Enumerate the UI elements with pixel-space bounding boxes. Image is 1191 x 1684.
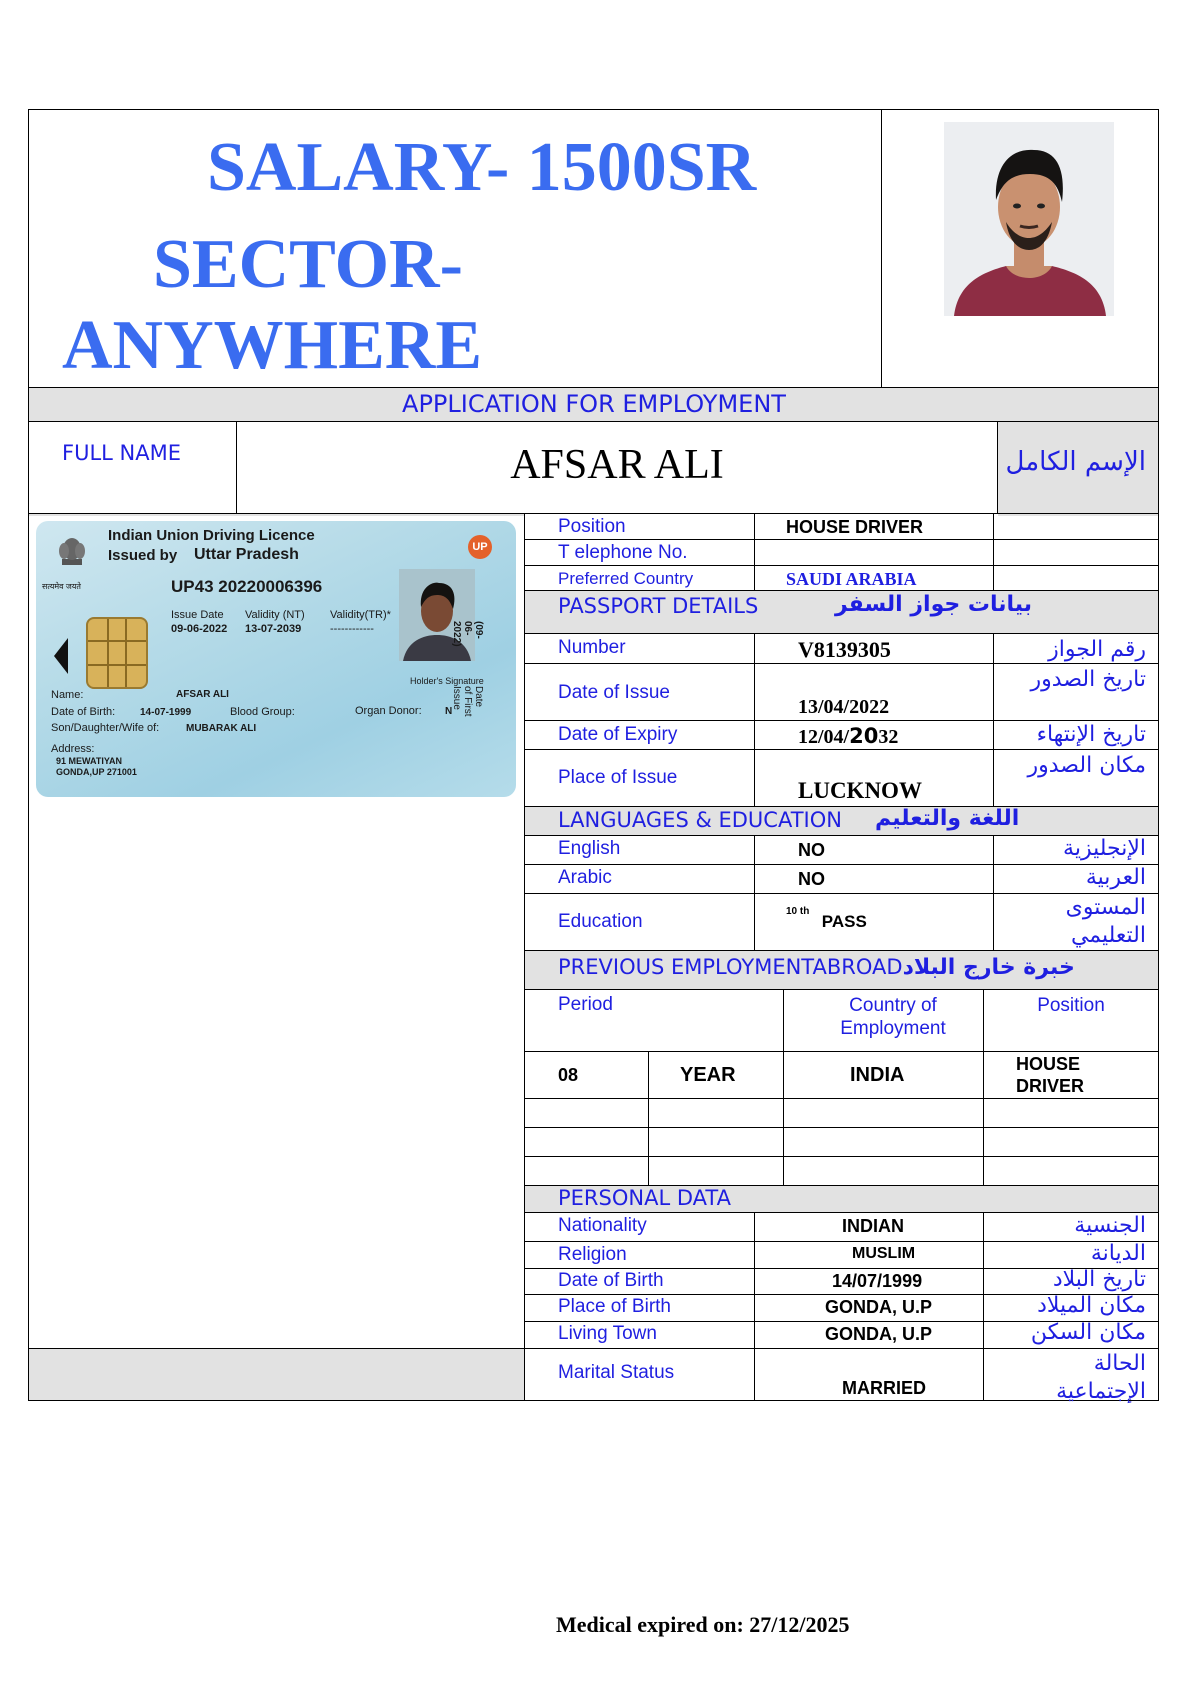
telephone-label: T elephone No. <box>558 542 688 563</box>
medical-expiry-note: Medical expired on: 27/12/2025 <box>556 1612 850 1637</box>
nationality-label-ar: الجنسية <box>1074 1213 1146 1238</box>
address-label: Address: <box>51 743 95 755</box>
living-town-label: Living Town <box>558 1323 657 1344</box>
full-name-label-ar: الإسم الكامل <box>1005 447 1146 477</box>
english-label: English <box>558 838 621 859</box>
expiry-date-part1: 12/04/ <box>798 726 850 748</box>
religion-label-ar: الديانة <box>1090 1241 1146 1266</box>
issue-date-label: Issue Date <box>171 609 224 621</box>
education-grade: 10 th <box>786 906 810 917</box>
address-line2: GONDA,UP 271001 <box>56 767 137 777</box>
preferred-country-value: SAUDI ARABIA <box>786 569 917 589</box>
validity-tr-label: Validity(TR)* <box>330 609 391 621</box>
emblem-caption: सत्यमेव जयते <box>42 582 81 591</box>
position-value: HOUSE DRIVER <box>786 517 924 537</box>
expiry-date-label-ar: تاريخ الإنتهاء <box>1036 722 1146 747</box>
relation-label: Son/Daughter/Wife of: <box>51 722 160 734</box>
arabic-value: NO <box>798 869 825 889</box>
living-town-label-ar: مكان السكن <box>1030 1320 1146 1345</box>
place-of-issue-value: LUCKNOW <box>798 778 922 803</box>
education-label: Education <box>558 911 643 932</box>
education-value <box>786 906 867 931</box>
full-name-value: AFSAR ALI <box>510 442 724 488</box>
place-of-birth-value: GONDA, U.P <box>825 1297 933 1317</box>
first-issue-label: Date of First Issue <box>451 686 484 717</box>
employment-title-ar-text: خبرة خارج البلاد <box>902 955 1075 980</box>
sector-heading: SECTOR- <box>153 226 463 303</box>
marital-status-label-ar: الحالة الإجتماعية <box>1056 1351 1146 1404</box>
arabic-label-ar: العربية <box>1085 865 1146 890</box>
passport-section-title-ar <box>835 592 1032 617</box>
nationality-value: INDIAN <box>842 1216 904 1236</box>
validity-nt-value: 13-07-2039 <box>245 623 302 635</box>
expiry-date-part3: 32 <box>878 726 899 748</box>
col-period: Period <box>558 994 613 1015</box>
signature-label: Holder's Signature <box>410 676 484 686</box>
dob-label-ar: تاريخ البلاد <box>1052 1267 1146 1292</box>
blood-group-label: Blood Group: <box>230 706 295 718</box>
expiry-date-label: Date of Expiry <box>558 724 678 745</box>
employment-period-number: 08 <box>558 1065 579 1085</box>
preferred-country-label: Preferred Country <box>558 569 694 588</box>
name-label: Name: <box>51 689 84 701</box>
employment-country: INDIA <box>850 1064 905 1086</box>
living-town-value: GONDA, U.P <box>825 1324 933 1344</box>
relation-value: MUBARAK ALI <box>186 723 257 734</box>
dob-value: 14-07-1999 <box>140 707 192 718</box>
first-issue-date: (09-06-2022) <box>451 621 484 647</box>
issue-date-value: 13/04/2022 <box>798 696 890 718</box>
languages-title-ar-text: اللغة والتعليم <box>875 806 1020 831</box>
salary-heading: SALARY- 1500SR <box>207 129 757 206</box>
marital-status-label: Marital Status <box>558 1362 675 1383</box>
national-emblem-icon <box>52 529 92 573</box>
driving-licence-card <box>36 521 516 797</box>
address-line1: 91 MEWATIYAN <box>56 756 123 766</box>
passport-title-ar-text: بيانات جواز السفر <box>835 592 1033 617</box>
organ-donor-label: Organ Donor: <box>355 705 422 717</box>
issue-date-value: 09-06-2022 <box>171 623 228 635</box>
english-value: NO <box>798 840 825 860</box>
place-of-birth-label: Place of Birth <box>558 1296 671 1317</box>
name-value: AFSAR ALI <box>176 689 229 700</box>
issue-date-label: Date of Issue <box>558 682 670 703</box>
state-badge: UP <box>468 535 492 559</box>
place-of-birth-label-ar: مكان الميلاد <box>1037 1293 1146 1318</box>
dob-value: 14/07/1999 <box>832 1271 923 1291</box>
passport-section-title: PASSPORT DETAILS <box>558 594 759 618</box>
english-label-ar: الإنجليزية <box>1063 836 1146 861</box>
dob-label: Date of Birth <box>558 1270 664 1291</box>
applicant-photo <box>944 122 1114 316</box>
licence-title: Indian Union Driving Licence <box>108 527 315 544</box>
full-name-label: FULL NAME <box>62 441 181 465</box>
employment-period-unit: YEAR <box>680 1064 736 1086</box>
place-of-issue-label: Place of Issue <box>558 767 678 788</box>
passport-number-label: Number <box>558 637 626 658</box>
position-label: Position <box>558 516 626 537</box>
personal-section-title: PERSONAL DATA <box>558 1186 731 1210</box>
validity-tr-value: ------------ <box>330 623 374 635</box>
marital-status-value: MARRIED <box>842 1378 926 1398</box>
arabic-label: Arabic <box>558 867 612 888</box>
education-result: PASS <box>821 912 867 931</box>
employment-title-text: PREVIOUS EMPLOYMENTABROAD <box>558 955 903 979</box>
validity-nt-label: Validity (NT) <box>245 609 305 621</box>
education-label-ar: المستوى التعليمي <box>1065 895 1146 948</box>
col-country: Country of Employment <box>840 995 946 1039</box>
arrow-left-icon <box>54 638 68 674</box>
employment-position: HOUSE DRIVER <box>1016 1054 1085 1096</box>
place-of-issue-label-ar: مكان الصدور <box>1027 753 1146 778</box>
employment-section-title <box>558 955 1075 980</box>
organ-donor-value: N <box>445 706 453 717</box>
licence-issued-by: Issued by <box>108 547 178 564</box>
religion-label: Religion <box>558 1244 627 1265</box>
expiry-date-value <box>798 724 898 749</box>
licence-number: UP43 20220006396 <box>171 577 323 596</box>
languages-section-title: LANGUAGES & EDUCATION <box>558 808 842 832</box>
licence-state: Uttar Pradesh <box>194 546 299 563</box>
passport-number-label-ar: رقم الجواز <box>1048 637 1146 662</box>
form-title: APPLICATION FOR EMPLOYMENT <box>402 390 786 418</box>
issue-date-label-ar: تاريخ الصدور <box>1030 667 1146 692</box>
passport-number-value: V8139305 <box>798 637 891 662</box>
col-position: Position <box>1037 995 1105 1016</box>
nationality-label: Nationality <box>558 1215 647 1236</box>
chip-icon <box>86 617 148 689</box>
expiry-date-part2: 20 <box>849 724 879 748</box>
dob-label: Date of Birth: <box>51 706 116 718</box>
religion-value: MUSLIM <box>852 1245 916 1262</box>
sector-value: ANYWHERE <box>62 307 483 384</box>
languages-section-title-ar <box>875 806 1019 831</box>
